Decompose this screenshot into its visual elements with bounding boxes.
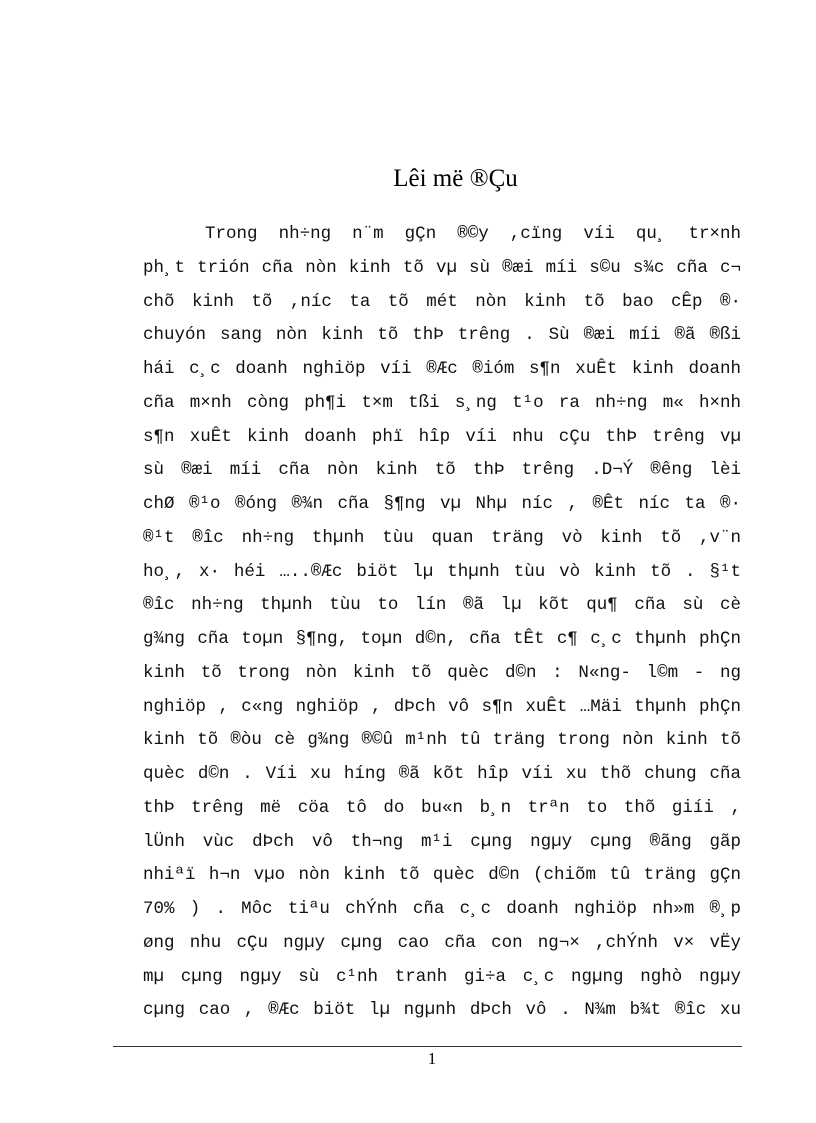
text-line: s¶n xuÊt kinh doanh phï hîp víi nhu cÇu thÞ trêng vµ — [143, 426, 741, 447]
text-line: sù ®æi míi cña nòn kinh tõ thÞ trêng .D¬Ý ®êng lèi — [143, 460, 741, 481]
body-paragraph — [143, 218, 741, 1028]
text-line: kinh tõ ®òu cè g¾ng ®©û m¹nh tû träng trong nòn kinh tõ — [143, 730, 741, 751]
text-line: chuyón sang nòn kinh tõ thÞ trêng . Sù ®æi míi ®ã ®ßi — [143, 325, 741, 346]
text-line: 70% ) . Môc tiªu chÝnh cña c¸c doanh nghiöp nh»m ®¸p — [143, 899, 741, 919]
text-line: ®îc nh÷ng thµnh tùu to lín ®ã lµ kõt qu¶ cña sù cè — [143, 595, 741, 616]
text-line: quèc d©n . Víi xu híng ®ã kõt hîp víi xu thõ chung cña — [143, 764, 741, 784]
text-line: kinh tõ trong nòn kinh tõ quèc d©n : N«ng- l©m - ng — [143, 662, 741, 683]
text-line: ®¹t ®îc nh÷ng thµnh tùu quan träng vò kinh tõ ,v¨n — [143, 527, 741, 548]
text-line: nhiªï h¬n vµo nòn kinh tõ quèc d©n (chiõm tû träng gÇn — [143, 865, 741, 886]
page-title: Lêi më ®Çu — [393, 165, 518, 192]
text-line: øng nhu cÇu ngµy cµng cao cña con ng¬× ,chÝnh v× vËy — [143, 932, 741, 953]
text-line: cµng cao , ®Æc biöt lµ ngµnh dÞch vô . N¾m b¾t ®îc xu — [143, 1000, 741, 1021]
footer-divider — [113, 1046, 742, 1047]
text-line: chØ ®¹o ®óng ®¾n cña §¶ng vµ Nhµ níc , ®Êt níc ta ®· — [143, 494, 741, 514]
text-line: Trong nh÷ng n¨m gÇn ®©y ,cïng víi qu¸ tr×nh — [205, 224, 741, 244]
text-line: ph¸t trión cña nòn kinh tõ vµ sù ®æi míi s©u s¾c cña c¬ — [143, 257, 741, 278]
text-line: thÞ trêng më cöa tô do bu«n b¸n trªn to thõ giíi , — [143, 797, 741, 818]
text-line: nghiöp , c«ng nghiöp , dÞch vô s¶n xuÊt …Mäi thµnh phÇn — [143, 696, 741, 717]
text-line: cña m×nh còng ph¶i t×m tßi s¸ng t¹o ra nh÷ng m« h×nh — [143, 392, 741, 413]
page-number: 1 — [427, 1049, 437, 1068]
text-line: chõ kinh tõ ,níc ta tõ mét nòn kinh tõ bao cÊp ®· — [143, 291, 741, 312]
text-line: g¾ng cña toµn §¶ng, toµn d©n, cña tÊt c¶ c¸c thµnh phÇn — [143, 629, 741, 649]
text-line: ho¸, x· héi …..®Æc biöt lµ thµnh tùu vò kinh tõ . §¹t — [143, 561, 741, 582]
text-line: lÜnh vùc dÞch vô th¬ng m¹i cµng ngµy cµng ®ãng gãp — [143, 831, 741, 852]
text-line: mµ cµng ngµy sù c¹nh tranh gi÷a c¸c ngµng nghò ngµy — [143, 966, 741, 987]
text-line: hái c¸c doanh nghiöp víi ®Æc ®ióm s¶n xuÊt kinh doanh — [143, 359, 741, 379]
